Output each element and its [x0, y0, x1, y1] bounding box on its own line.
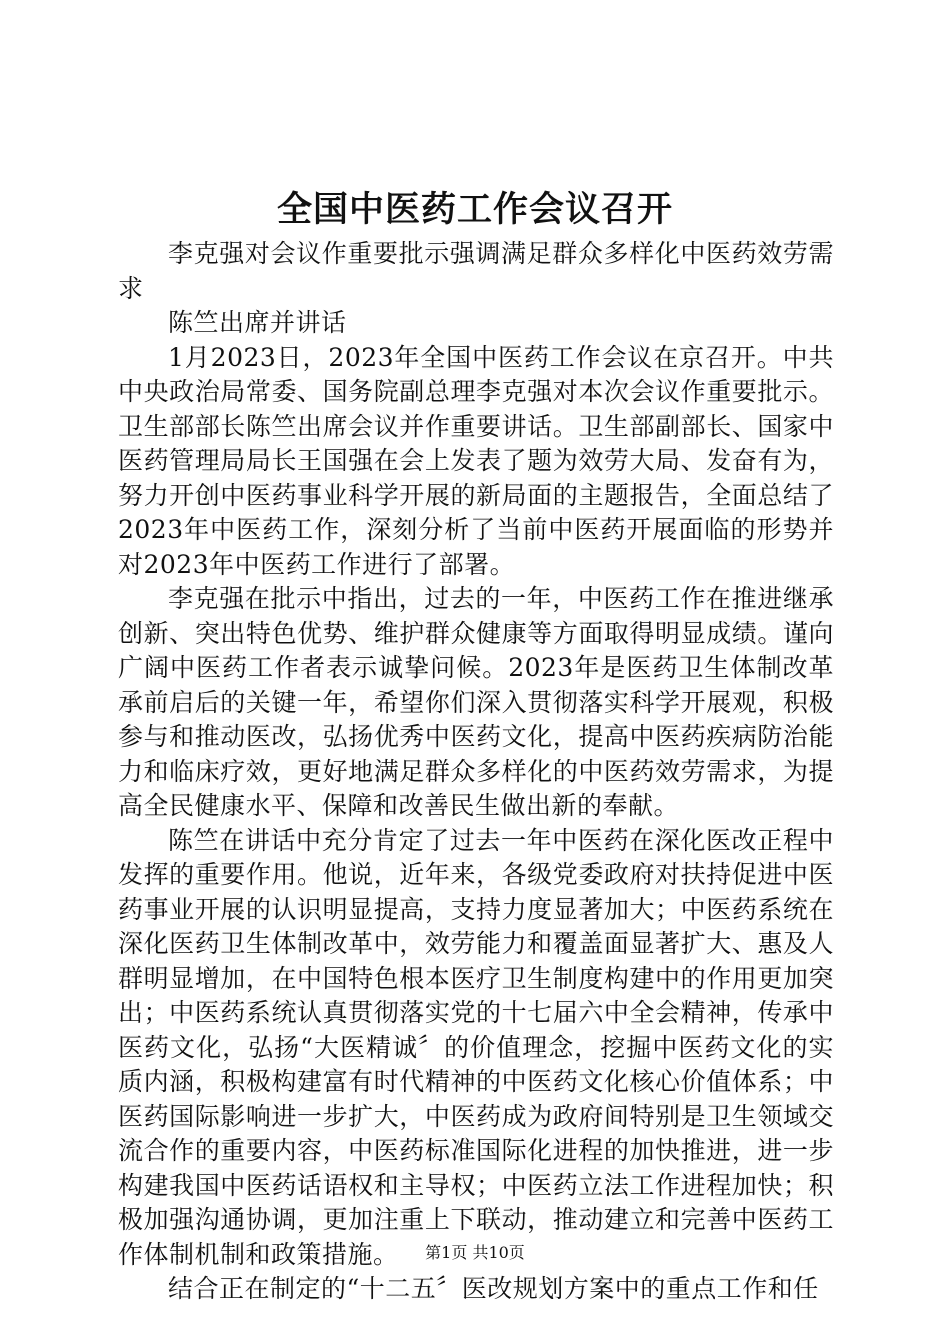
- document-body: [118, 237, 834, 1307]
- speaker-paragraph: 陈竺出席并讲话: [168, 308, 347, 337]
- document-title: 全国中医药工作会议召开: [276, 189, 673, 230]
- page-number-footer: 第1页 共10页: [425, 1243, 525, 1262]
- body-paragraph: 陈竺在讲话中充分肯定了过去一年中医药在深化医改正程中发挥的重要作用。他说，近年来，各级党委政府对扶持促进中医药事业开展的认识明显提高，支持力度显著加大；中医药系统在深化医药卫生体制改革中，效劳能力和覆盖面显著扩大、惠及人群明显增加，在中国特色根本医疗卫生制度构建中的作用更加突出；中医药系统认真贯彻落实党的十七届六中全会精神，传承中医药文化，弘扬“大医精诚〞的价值理念，挖掘中医药文化的实质内涵，积极构建富有时代精神的中医药文化核心价值体系；中医药国际影响进一步扩大，中医药成为政府间特别是卫生领域交流合作的重要内容，中医药标准国际化进程的加快推进，进一步构建我国中医药话语权和主导权；中医药立法工作进程加快；积极加强沟通协调，更加注重上下联动，推动建立和完善中医药工作体制机制和政策措施。: [118, 825, 834, 1269]
- body-paragraph: 结合正在制定的“十二五〞医改规划方案中的重点工作和任: [168, 1274, 819, 1303]
- subtitle-paragraph: 李克强对会议作重要批示强调满足群众多样化中医药效劳需求: [118, 239, 834, 303]
- body-paragraph: 1月2023日，2023年全国中医药工作会议在京召开。中共中央政治局常委、国务院副总理李克强对本次会议作重要批示。卫生部部长陈竺出席会议并作重要讲话。卫生部副部长、国家中医药管理局局长王国强在会上发表了题为效劳大局、发奋有为，努力开创中医药事业科学开展的新局面的主题报告，全面总结了2023年中医药工作，深刻分析了当前中医药开展面临的形势并对2023年中医药工作进行了部署。: [118, 342, 834, 579]
- body-paragraph: 李克强在批示中指出，过去的一年，中医药工作在推进继承创新、突出特色优势、维护群众健康等方面取得明显成绩。谨向广阔中医药工作者表示诚挚问候。2023年是医药卫生体制改革承前启后的关键一年，希望你们深入贯彻落实科学开展观，积极参与和推动医改，弘扬优秀中医药文化，提高中医药疾病防治能力和临床疗效，更好地满足群众多样化的中医药效劳需求，为提高全民健康水平、保障和改善民生做出新的奉献。: [118, 584, 834, 820]
